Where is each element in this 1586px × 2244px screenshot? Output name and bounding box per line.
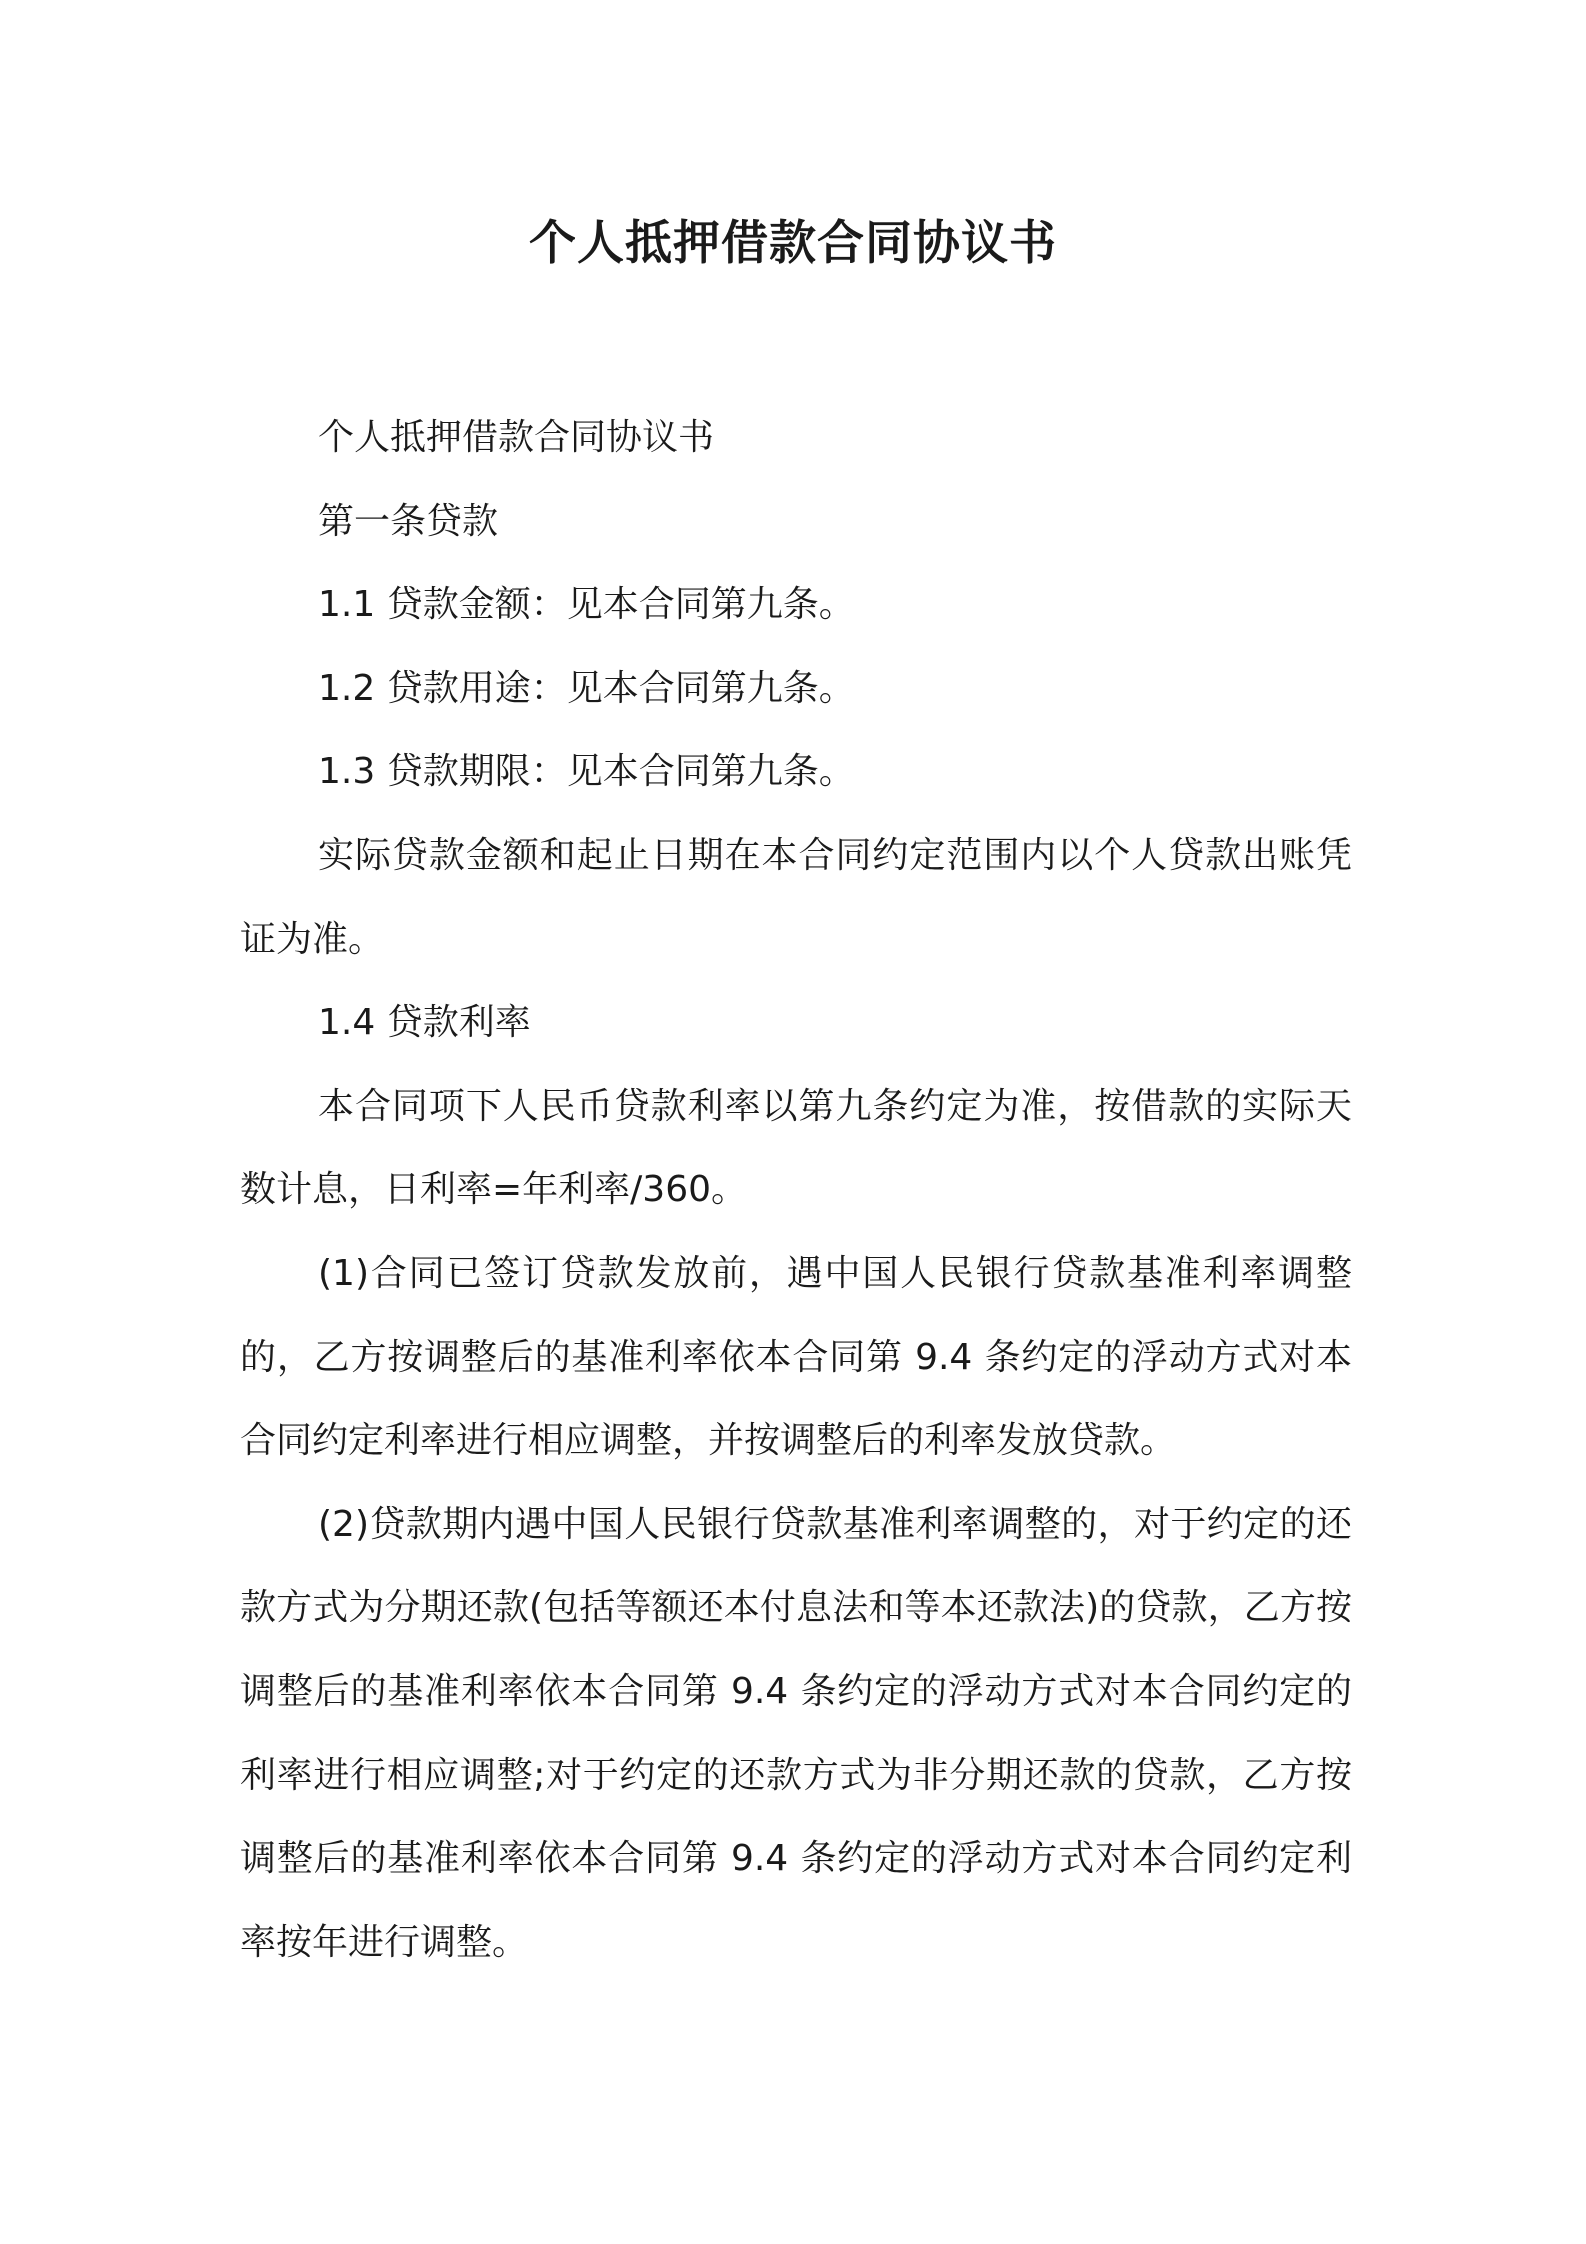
paragraph-article-one: 第一条贷款 bbox=[318, 500, 499, 542]
document-title: 个人抵押借款合同协议书 bbox=[529, 216, 1057, 271]
paragraph-1-2-loan-purpose: 1.2 贷款用途：见本合同第九条。 bbox=[318, 667, 855, 709]
document-body bbox=[240, 396, 1352, 1984]
paragraph-1-3-loan-term: 1.3 贷款期限：见本合同第九条。 bbox=[318, 751, 855, 793]
paragraph-clause-2: (2)贷款期内遇中国人民银行贷款基准利率调整的，对于约定的还款方式为分期还款(包括等额还本付息法和等本还款法)的贷款，乙方按调整后的基准利率依本合同第 9.4 条约定的浮动方式对本合同约定的利率进行相应调整;对于约定的还款方式为非分期还款的贷款，乙方按调整后的基准利率依本合同第 9.4 条约定的浮动方式对本合同约定利率按年进行调整。 bbox=[240, 1503, 1352, 1963]
paragraph-1-4-interest-rate: 1.4 贷款利率 bbox=[318, 1002, 531, 1044]
paragraph-clause-1: (1)合同已签订贷款发放前，遇中国人民银行贷款基准利率调整的，乙方按调整后的基准利率依本合同第 9.4 条约定的浮动方式对本合同约定利率进行相应调整，并按调整后的利率发放贷款。 bbox=[240, 1252, 1352, 1462]
paragraph-actual-amount: 实际贷款金额和起止日期在本合同约定范围内以个人贷款出账凭证为准。 bbox=[240, 834, 1352, 960]
paragraph-heading: 个人抵押借款合同协议书 bbox=[318, 417, 715, 458]
paragraph-rate-basis: 本合同项下人民币贷款利率以第九条约定为准，按借款的实际天数计息，日利率=年利率/360。 bbox=[240, 1085, 1352, 1211]
paragraph-1-1-loan-amount: 1.1 贷款金额：见本合同第九条。 bbox=[318, 584, 855, 626]
